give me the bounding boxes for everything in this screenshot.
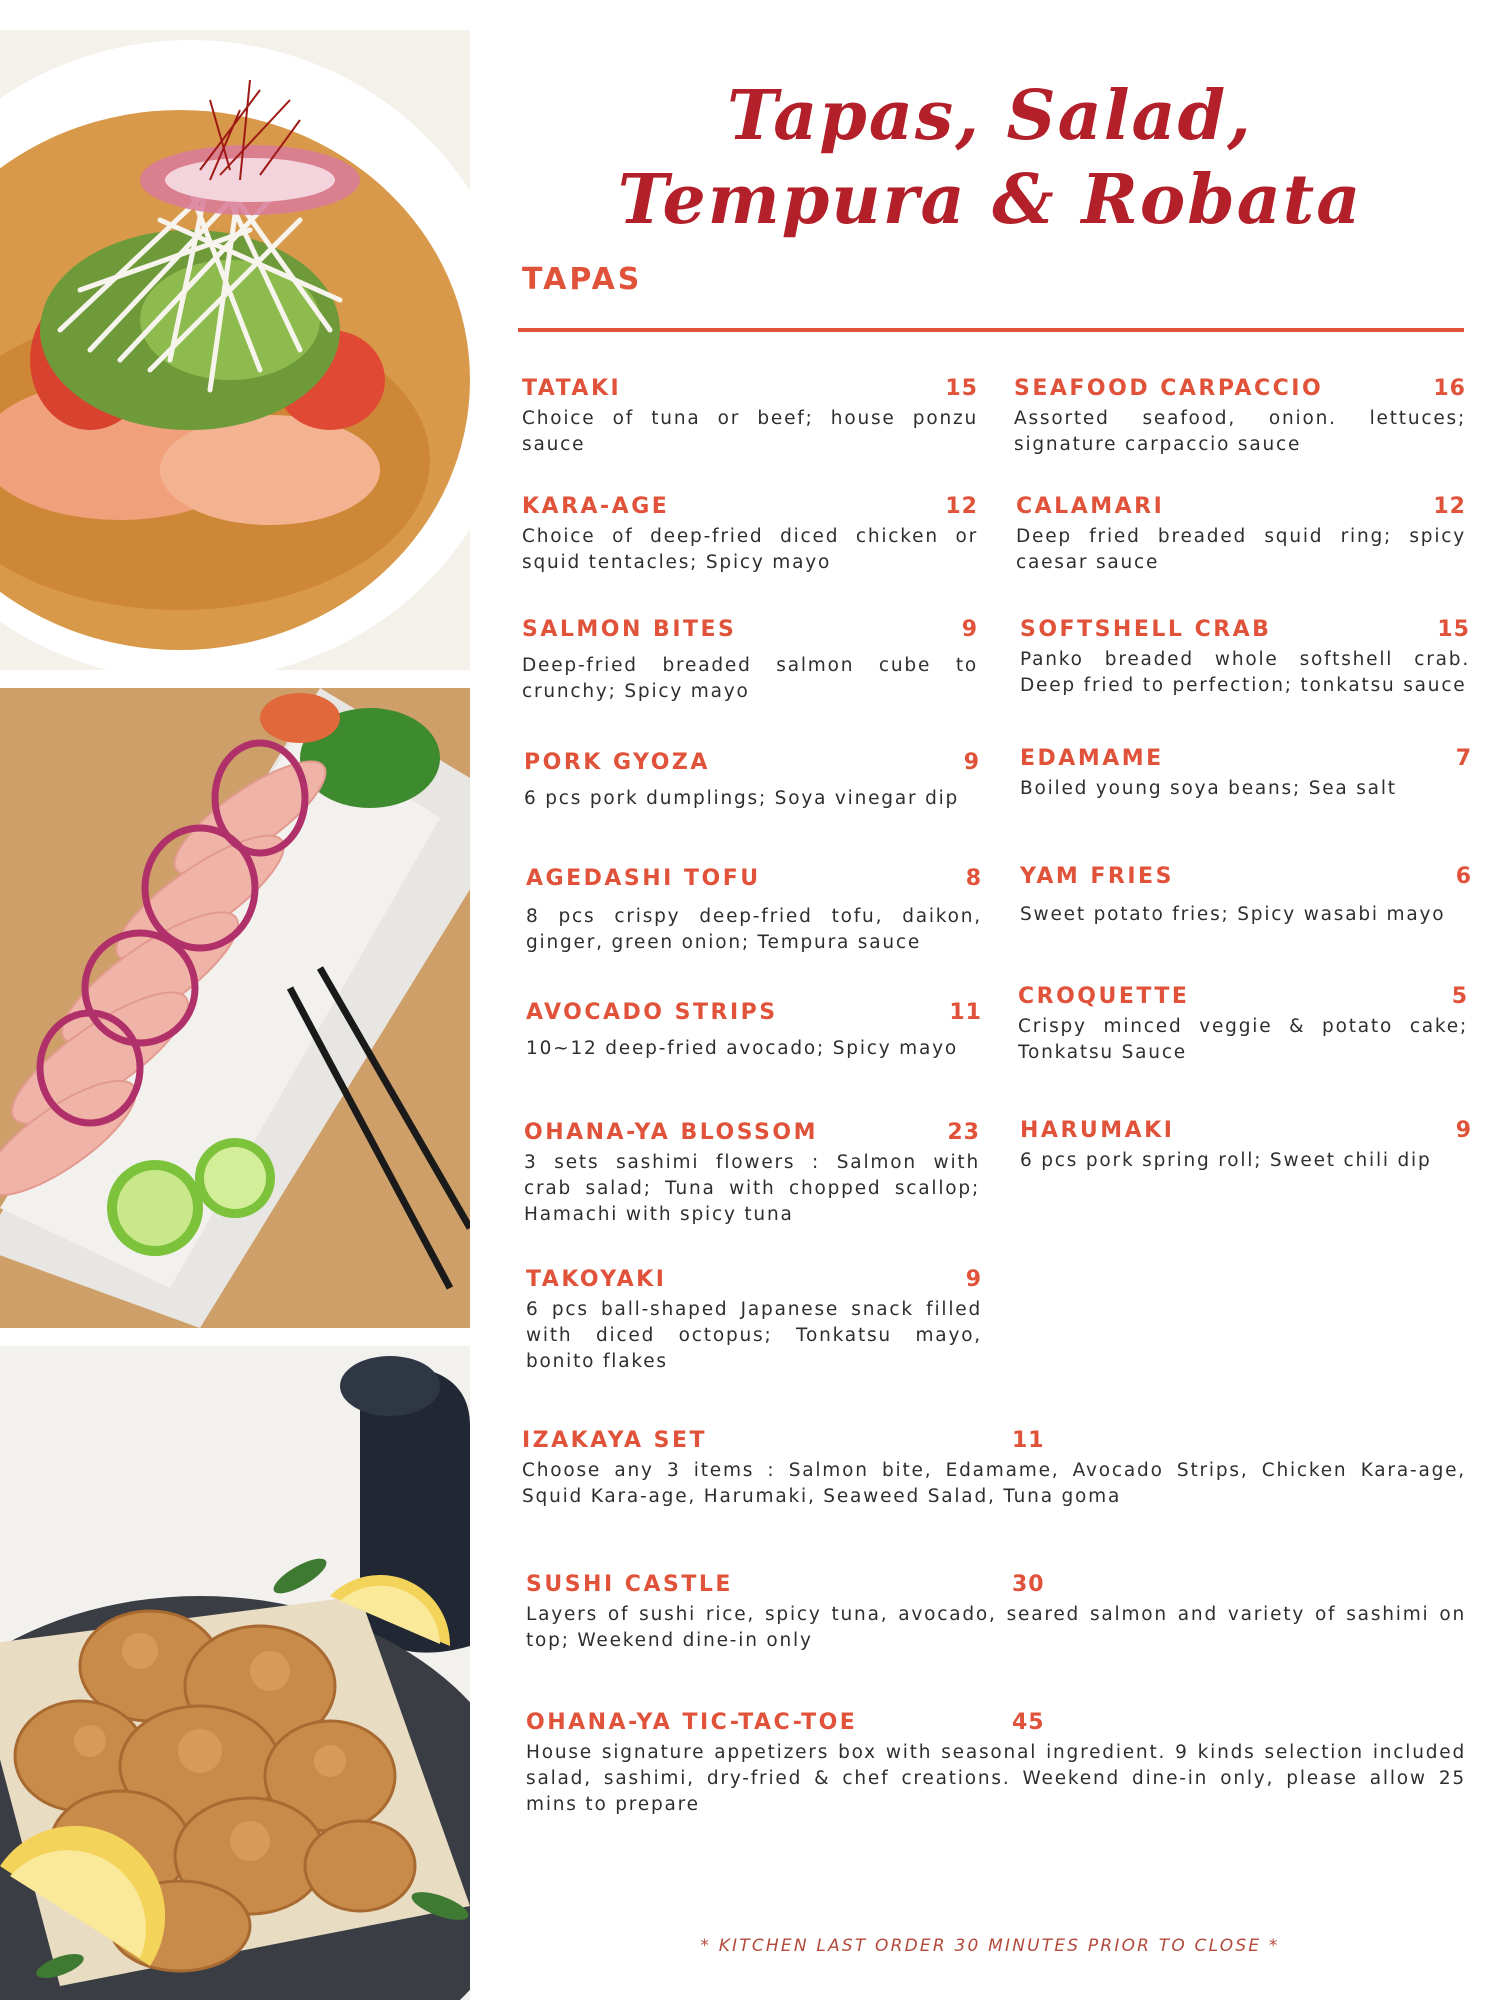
item-description: Deep-fried breaded salmon cube to crunchy; Spicy mayo <box>522 655 978 702</box>
item-price: 30 <box>1012 1572 1045 1597</box>
item-price: 8 <box>965 866 982 891</box>
item-description: Choice of deep-fried diced chicken or squid tentacles; Spicy mayo <box>522 526 978 573</box>
title-line-1: Tapas, Salad, <box>727 76 1253 156</box>
item-name: YAM FRIES <box>1020 864 1174 889</box>
item-name: TATAKI <box>522 376 622 401</box>
item-name: SOFTSHELL CRAB <box>1020 617 1272 642</box>
item-price: 15 <box>1437 617 1470 642</box>
item-price: 9 <box>961 617 978 642</box>
item-price: 9 <box>963 750 980 775</box>
menu-item <box>522 494 978 576</box>
item-price: 6 <box>1455 864 1472 889</box>
menu-item <box>1014 376 1466 458</box>
menu-item <box>1020 864 1472 928</box>
item-price: 15 <box>945 376 978 401</box>
item-description: House signature appetizers box with seasonal ingredient. 9 kinds selection included salad, sashimi, dry-fried & chef creations. Weekend dine-in only, please allow 25 mins to prepare <box>526 1742 1466 1815</box>
salad-photo <box>0 30 470 670</box>
item-description: Panko breaded whole softshell crab. Deep fried to perfection; tonkatsu sauce <box>1020 649 1470 696</box>
item-name: KARA-AGE <box>522 494 670 519</box>
section-heading: TAPAS <box>522 262 643 297</box>
item-price: 45 <box>1012 1710 1045 1735</box>
item-description: Choice of tuna or beef; house ponzu sauce <box>522 408 978 455</box>
item-name: AVOCADO STRIPS <box>526 1000 778 1025</box>
item-name: EDAMAME <box>1020 746 1164 771</box>
item-description: 6 pcs ball-shaped Japanese snack filled with diced octopus; Tonkatsu mayo, bonito flakes <box>526 1299 982 1372</box>
item-description: 10~12 deep-fried avocado; Spicy mayo <box>526 1038 958 1059</box>
item-price: 23 <box>947 1120 980 1145</box>
section-divider <box>518 328 1464 332</box>
item-name: CROQUETTE <box>1018 984 1190 1009</box>
menu-item <box>526 866 982 956</box>
item-price: 16 <box>1433 376 1466 401</box>
item-price: 9 <box>965 1267 982 1292</box>
item-name: SUSHI CASTLE <box>526 1572 733 1597</box>
menu-item <box>1018 984 1468 1066</box>
item-name: CALAMARI <box>1016 494 1165 519</box>
menu-item <box>522 1428 1466 1510</box>
menu-item <box>526 1267 982 1375</box>
item-price: 7 <box>1455 746 1472 771</box>
item-description: Deep fried breaded squid ring; spicy caesar sauce <box>1016 526 1466 573</box>
item-description: Assorted seafood, onion. lettuces; signature carpaccio sauce <box>1014 408 1466 455</box>
menu-item <box>524 1120 980 1228</box>
item-name: AGEDASHI TOFU <box>526 866 761 891</box>
item-price: 11 <box>949 1000 982 1025</box>
item-description: 8 pcs crispy deep-fried tofu, daikon, ginger, green onion; Tempura sauce <box>526 906 982 953</box>
item-name: IZAKAYA SET <box>522 1428 708 1453</box>
item-name: TAKOYAKI <box>526 1267 667 1292</box>
item-description: Sweet potato fries; Spicy wasabi mayo <box>1020 904 1446 925</box>
item-price: 12 <box>945 494 978 519</box>
menu-item <box>1020 1118 1472 1174</box>
title-line-2: Tempura & Robata <box>617 160 1363 240</box>
menu-item <box>522 376 978 458</box>
menu-item <box>526 1710 1466 1818</box>
item-name: HARUMAKI <box>1020 1118 1175 1143</box>
item-price: 12 <box>1433 494 1466 519</box>
item-price: 5 <box>1451 984 1468 1009</box>
item-description: Layers of sushi rice, spicy tuna, avocado, seared salmon and variety of sashimi on top; Weekend dine-in only <box>526 1604 1466 1651</box>
item-name: OHANA-YA BLOSSOM <box>524 1120 818 1145</box>
item-name: OHANA-YA TIC-TAC-TOE <box>526 1710 858 1735</box>
item-price: 11 <box>1012 1428 1045 1453</box>
item-description: 6 pcs pork spring roll; Sweet chili dip <box>1020 1150 1432 1171</box>
item-name: PORK GYOZA <box>524 750 710 775</box>
menu-item <box>1020 746 1472 802</box>
menu-item <box>526 1572 1466 1654</box>
menu-item <box>524 750 980 812</box>
item-description: Boiled young soya beans; Sea salt <box>1020 778 1397 799</box>
page-title <box>560 74 1420 242</box>
menu-item <box>1020 617 1470 699</box>
item-name: SALMON BITES <box>522 617 737 642</box>
menu-item <box>526 1000 982 1062</box>
item-description: Choose any 3 items : Salmon bite, Edamame, Avocado Strips, Chicken Kara-age, Squid Kara-age, Harumaki, Seaweed Salad, Tuna goma <box>522 1460 1466 1507</box>
item-description: 3 sets sashimi flowers : Salmon with crab salad; Tuna with chopped scallop; Hamachi with spicy tuna <box>524 1152 980 1225</box>
karaage-photo <box>0 1346 470 2000</box>
menu-item <box>1016 494 1466 576</box>
sashimi-platter-photo <box>0 688 470 1328</box>
item-description: 6 pcs pork dumplings; Soya vinegar dip <box>524 788 960 809</box>
item-name: SEAFOOD CARPACCIO <box>1014 376 1324 401</box>
item-description: Crispy minced veggie & potato cake; Tonkatsu Sauce <box>1018 1016 1468 1063</box>
kitchen-last-order-note: * KITCHEN LAST ORDER 30 MINUTES PRIOR TO CLOSE * <box>700 1936 1280 1956</box>
menu-item <box>522 617 978 705</box>
item-price: 9 <box>1455 1118 1472 1143</box>
